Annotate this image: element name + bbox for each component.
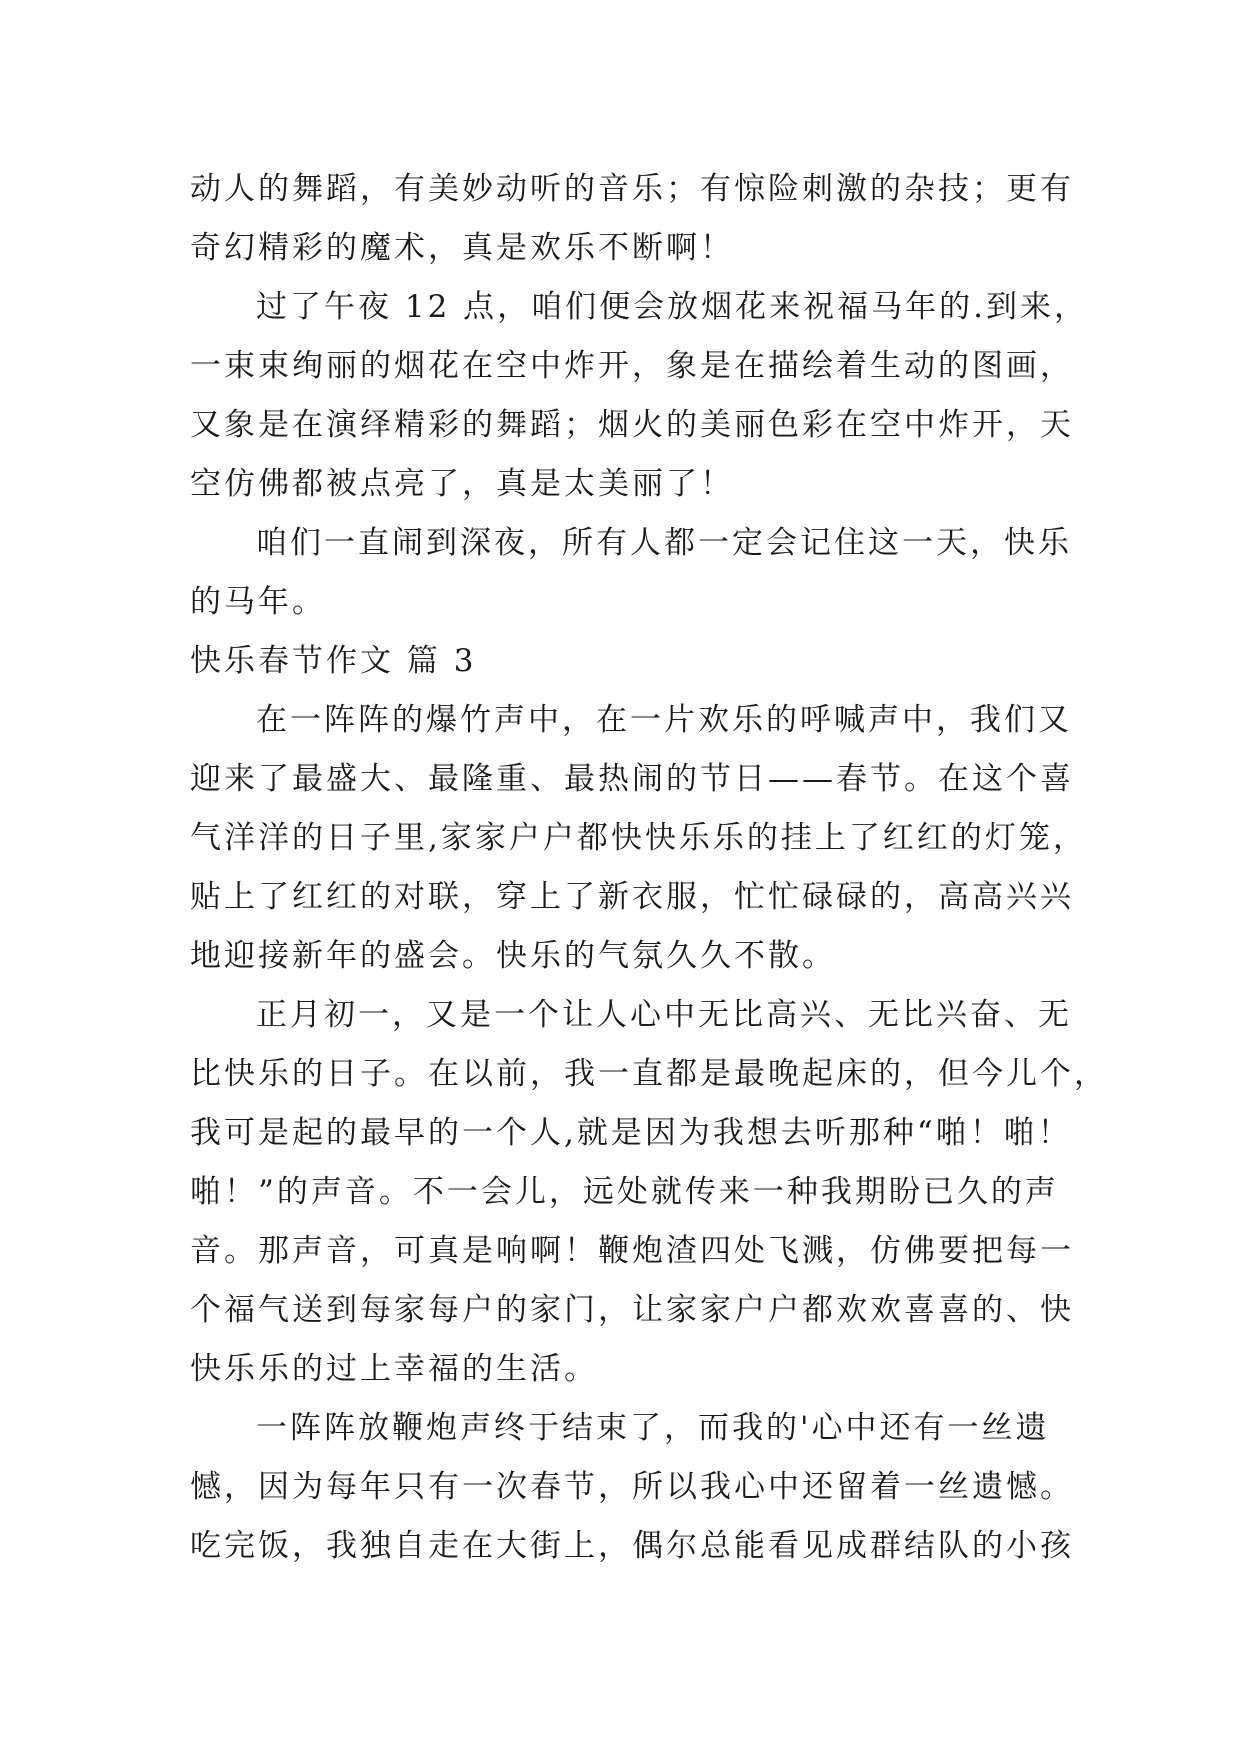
- text-line: 气洋洋的日子里,家家户户都快快乐乐的挂上了红红的灯笼，: [190, 820, 1087, 856]
- paragraph-start-line: 过了午夜 12 点，咱们便会放烟花来祝福马年的.到来，: [256, 289, 1089, 325]
- text-line: 啪！”的声音。不一会儿，远处就传来一种我期盼已久的声: [190, 1174, 1059, 1210]
- text-line: 迎来了最盛大、最隆重、最热闹的节日——春节。在这个喜: [190, 761, 1074, 797]
- text-line: 憾，因为每年只有一次春节，所以我心中还留着一丝遗憾。: [190, 1469, 1074, 1505]
- text-line: 地迎接新年的盛会。快乐的气氛久久不散。: [190, 938, 836, 974]
- text-line: 的马年。: [190, 584, 326, 620]
- text-line: 奇幻精彩的魔术，真是欢乐不断啊！: [190, 230, 734, 266]
- paragraph-start-line: 咱们一直闹到深夜，所有人都一定会记住这一天，快乐: [256, 525, 1072, 561]
- text-line: 动人的舞蹈，有美妙动听的音乐；有惊险刺激的杂技；更有: [190, 171, 1074, 207]
- text-line: 我可是起的最早的一个人,就是因为我想去听那种“啪！啪！: [190, 1115, 1072, 1151]
- paragraph-start-line: 在一阵阵的爆竹声中，在一片欢乐的呼喊声中，我们又: [256, 702, 1072, 738]
- paragraph-start-line: 一阵阵放鞭炮声终于结束了，而我的'心中还有一丝遗: [256, 1410, 1050, 1446]
- text-line: 一束束绚丽的烟花在空中炸开，象是在描绘着生动的图画，: [190, 348, 1074, 384]
- text-line: 快乐乐的过上幸福的生活。: [190, 1351, 598, 1387]
- text-line: 比快乐的日子。在以前，我一直都是最晚起床的，但今儿个，: [190, 1056, 1108, 1092]
- document-body: [190, 160, 1108, 1576]
- text-line: 又象是在演绎精彩的舞蹈；烟火的美丽色彩在空中炸开，天: [190, 407, 1074, 443]
- text-line: 吃完饭，我独自走在大街上，偶尔总能看见成群结队的小孩: [190, 1528, 1074, 1564]
- section-heading: 快乐春节作文 篇 3: [190, 643, 477, 679]
- paragraph-start-line: 正月初一，又是一个让人心中无比高兴、无比兴奋、无: [256, 997, 1072, 1033]
- text-line: 空仿佛都被点亮了，真是太美丽了！: [190, 466, 734, 502]
- text-line: 音。那声音，可真是响啊！鞭炮渣四处飞溅，仿佛要把每一: [190, 1233, 1074, 1269]
- text-line: 个福气送到每家每户的家门，让家家户户都欢欢喜喜的、快: [190, 1292, 1074, 1328]
- text-line: 贴上了红红的对联，穿上了新衣服，忙忙碌碌的，高高兴兴: [190, 879, 1074, 915]
